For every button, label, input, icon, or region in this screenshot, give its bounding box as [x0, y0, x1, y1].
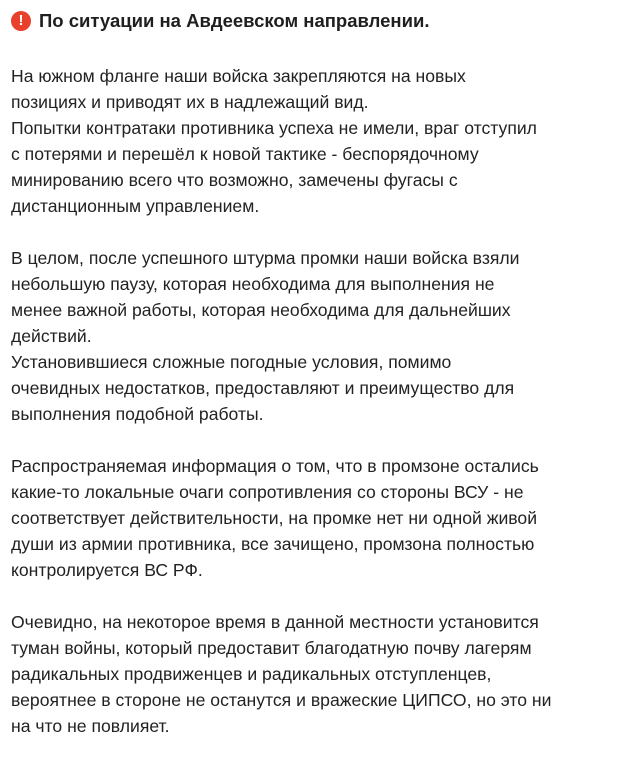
post-text-line: с потерями и перешёл к новой тактике - беспорядочному	[11, 144, 479, 164]
post-text-line: менее важной работы, которая необходима для дальнейших	[11, 300, 511, 320]
post-text-line: какие-то локальные очаги сопротивления со стороны ВСУ - не	[11, 482, 524, 502]
post-text-line: выполнения подобной работы.	[11, 404, 264, 424]
post-paragraph	[11, 609, 633, 739]
post-paragraph	[11, 245, 633, 427]
post-text-line: Установившиеся сложные погодные условия, помимо	[11, 352, 452, 372]
cut-off-header-strip	[0, 0, 642, 4]
post-text-line: В целом, после успешного штурма промки наши войска взяли	[11, 248, 520, 268]
post-text-line: дистанционным управлением.	[11, 196, 260, 216]
post-text-line: соответствует действительности, на промке нет ни одной живой	[11, 508, 538, 528]
post-text-line: туман войны, который предоставит благодатную почву лагерям	[11, 638, 532, 658]
channel-post	[11, 6, 633, 765]
post-text-line: души из армии противника, все зачищено, промзона полностью	[11, 534, 535, 554]
post-text-line: Попытки контратаки противника успеха не имели, враг отступил	[11, 118, 537, 138]
post-text-line: Очевидно, на некоторое время в данной местности установится	[11, 612, 539, 632]
post-text-line: радикальных продвиженцев и радикальных отступленцев,	[11, 664, 492, 684]
post-text-line: позициях и приводят их в надлежащий вид.	[11, 92, 369, 112]
post-text-line: небольшую паузу, которая необходима для выполнения не	[11, 274, 495, 294]
post-text-line: контролируется ВС РФ.	[11, 560, 203, 580]
exclamation-circle-icon: !	[11, 11, 31, 31]
post-headline-text: По ситуации на Авдеевском направлении.	[39, 10, 430, 31]
post-headline	[11, 6, 633, 36]
post-text-line: очевидных недостатков, предоставляют и преимущество для	[11, 378, 515, 398]
post-text-line: На южном фланге наши войска закрепляются на новых	[11, 66, 466, 86]
post-text-line: на что не повлияет.	[11, 716, 170, 736]
post-text-line: вероятнее в стороне не останутся и вражеские ЦИПСО, но это ни	[11, 690, 552, 710]
post-text-line: минированию всего что возможно, замечены фугасы с	[11, 170, 458, 190]
post-text-line: действий.	[11, 326, 92, 346]
post-body	[11, 63, 633, 739]
post-paragraph	[11, 63, 633, 219]
post-text-line: Распространяемая информация о том, что в промзоне остались	[11, 456, 539, 476]
post-paragraph	[11, 453, 633, 583]
